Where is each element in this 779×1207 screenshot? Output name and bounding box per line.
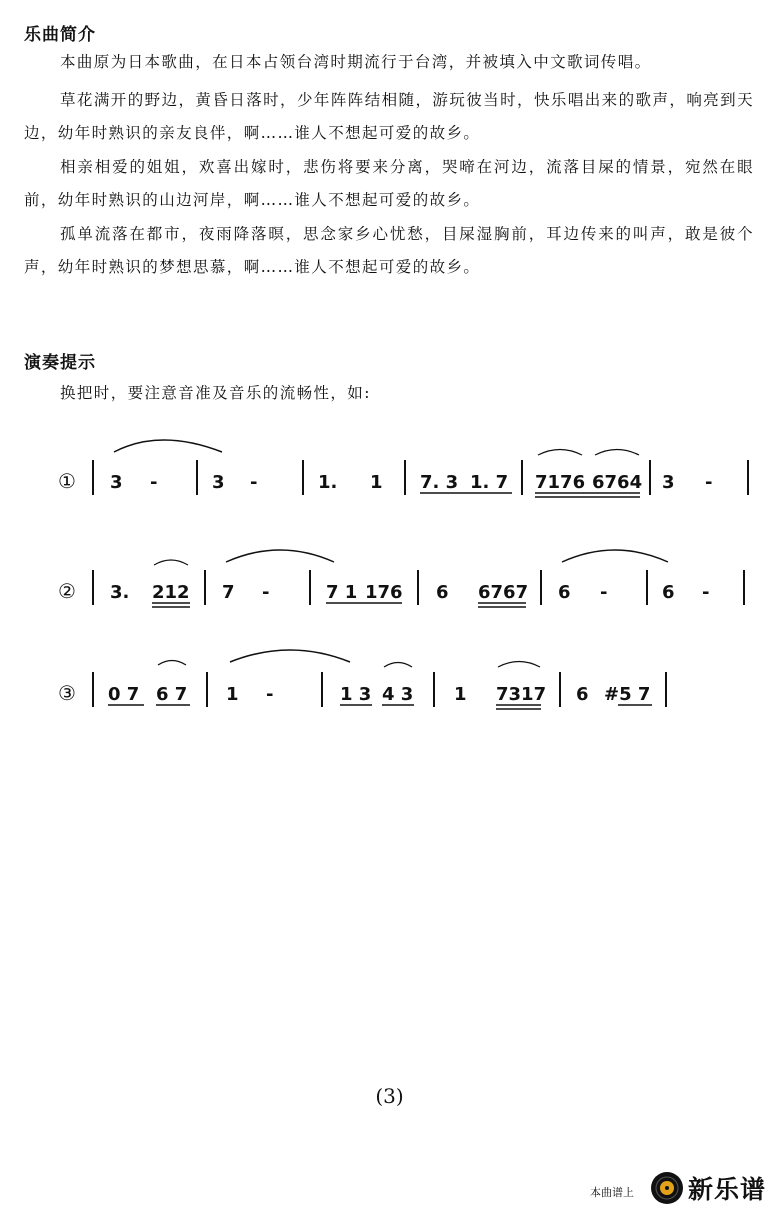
note: 3. [110, 582, 130, 603]
dash: - [150, 472, 158, 493]
brand-logo-text: 新乐谱 [688, 1175, 767, 1204]
note: 3 [662, 472, 675, 493]
score-line-2 [58, 550, 744, 607]
note: 7317 [496, 684, 547, 705]
slur [158, 661, 186, 666]
note: 6 [558, 582, 571, 603]
note: 3 [212, 472, 225, 493]
note: 7176 [535, 472, 586, 493]
dash: - [705, 472, 713, 493]
intro-paragraph-3: 相亲相爱的姐姐，欢喜出嫁时，悲伤将要来分离，哭啼在河边，流落目屎的情景，宛然在眼前，幼年时熟识的山边河岸，啊……谁人不想起可爱的故乡。 [24, 158, 754, 209]
slur [154, 560, 188, 565]
note: 6 [662, 582, 675, 603]
note: 6 [576, 684, 589, 705]
footer-text: 本曲谱上 [590, 1186, 634, 1199]
note: 1 [370, 472, 383, 493]
line-label: ③ [58, 681, 76, 705]
note: 0 7 [108, 684, 140, 705]
jianpu-score [0, 410, 779, 730]
note: 7 1 [326, 582, 358, 603]
note: 176 [365, 582, 403, 603]
note: #5 7 [604, 684, 651, 705]
intro-paragraph-2: 草花满开的野边，黄昏日落时，少年阵阵结相随，游玩彼当时，快乐唱出来的歌声，响亮到天边，幼年时熟识的亲友良伴，啊……谁人不想起可爱的故乡。 [24, 91, 754, 142]
line-label: ① [58, 469, 76, 493]
note: 1 [226, 684, 239, 705]
dash: - [702, 582, 710, 603]
slur [226, 550, 334, 562]
slur [230, 650, 350, 662]
note: 1. [318, 472, 338, 493]
intro-heading: 乐曲简介 [24, 25, 96, 45]
note: 1. 7 [470, 472, 509, 493]
note: 3 [110, 472, 123, 493]
note: 6 [436, 582, 449, 603]
note: 6764 [592, 472, 643, 493]
score-line-1 [58, 440, 748, 497]
slur [562, 550, 668, 562]
note: 7. 3 [420, 472, 459, 493]
performance-heading: 演奏提示 [24, 353, 96, 373]
dash: - [600, 582, 608, 603]
note: 6767 [478, 582, 529, 603]
intro-paragraph-4: 孤单流落在都市，夜雨降落暝，思念家乡心忧愁，目屎湿胸前，耳边传来的叫声，敢是彼个声，幼年时熟识的梦想思慕，啊……谁人不想起可爱的故乡。 [24, 225, 754, 276]
note: 1 [454, 684, 467, 705]
score-line-3 [58, 650, 666, 709]
note: 4 3 [382, 684, 414, 705]
page-number: (3) [375, 1084, 404, 1108]
note: 212 [152, 582, 190, 603]
dash: - [262, 582, 270, 603]
vinyl-disc-icon [650, 1171, 684, 1205]
slur [538, 450, 582, 456]
line-label: ② [58, 579, 76, 603]
dash: - [266, 684, 274, 705]
slur [595, 450, 639, 456]
dash: - [250, 472, 258, 493]
slur [384, 663, 412, 668]
note: 1 3 [340, 684, 372, 705]
slur [498, 662, 540, 668]
note: 6 7 [156, 684, 188, 705]
performance-text: 换把时，要注意音准及音乐的流畅性，如: [60, 384, 371, 402]
intro-paragraph-1: 本曲原为日本歌曲，在日本占领台湾时期流行于台湾，并被填入中文歌词传唱。 [60, 53, 652, 71]
note: 7 [222, 582, 235, 603]
slur [114, 440, 222, 452]
